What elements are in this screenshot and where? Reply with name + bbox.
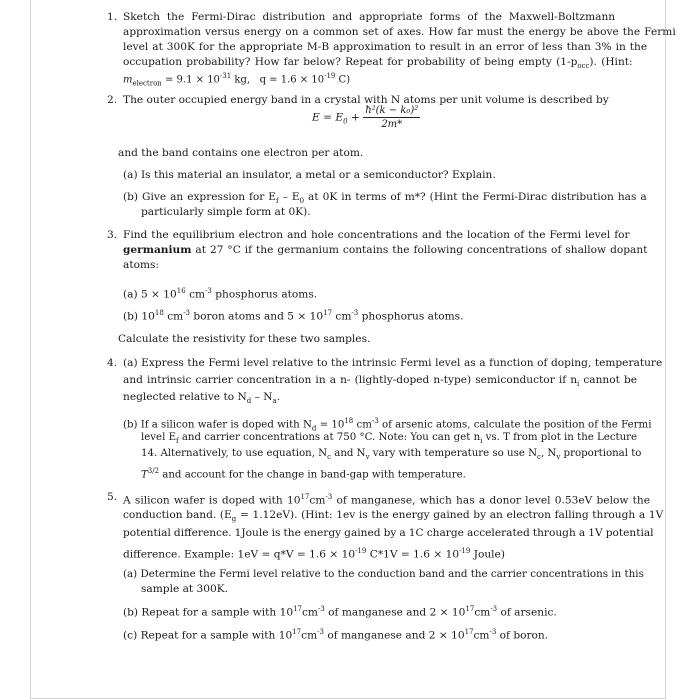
q2-line-1: The outer occupied energy band in a crystal with N atoms per unit volume is described by xyxy=(123,94,609,106)
q5-part-b: (b) Repeat for a sample with $10^{17}cm^{-3}$ of manganese and $2 \times 10^{17}cm^{-3}$ of arsenic. xyxy=(123,605,557,619)
q1-line-1: Sketch the Fermi-Dirac distribution and appropriate forms of the Maxwell-Boltzmann xyxy=(123,11,616,23)
question-number: 4. xyxy=(107,357,118,369)
q5-part-c: (c) Repeat for a sample with $10^{17}cm^{-3}$ of manganese and $2 \times 10^{17}cm^{-3}$ of boron. xyxy=(123,628,549,642)
q2-part-b-line-2: particularly simple form at 0K). xyxy=(141,206,311,218)
q4-part-a-line-3: neglected relative to $N_d - N_a$. xyxy=(123,391,281,406)
q5-line-1: A silicon wafer is doped with $10^{17}cm^{-3}$ of manganese, which has a donor level 0.53eV below the xyxy=(123,493,651,507)
q4-part-a-line-1: (a) Express the Fermi level relative to the intrinsic Fermi level as a function of doping, temperature xyxy=(123,357,663,369)
q5-line-2: conduction band. $(E_g = 1.12eV)$. (Hint: 1ev is the energy gained by an electron falling through a 1V xyxy=(123,509,664,524)
q3-line-3: atoms: xyxy=(123,259,160,271)
q4-part-b-line-4: $T^{3/2}$ and account for the change in band-gap with temperature. xyxy=(141,467,466,481)
q5-part-a-line-1: (a) Determine the Fermi level relative to the conduction band and the carrier concentrations in this xyxy=(123,568,644,580)
q4-part-a-line-2: and intrinsic carrier concentration in a n- (lightly-doped n-type) semiconductor if $n_i$ cannot be xyxy=(123,374,637,389)
q5-line-3: potential difference. 1Joule is the energy gained by a 1C charge accelerated through a 1V potential xyxy=(123,527,654,539)
q1-line-4: occupation probability? How far below? Repeat for probability of being empty $(1-p_{occ})$. (Hint: xyxy=(123,56,633,71)
q1-line-2: approximation versus energy on a common set of axes. How far must the energy be above the Fermi xyxy=(123,26,676,38)
q5-line-4: difference. Example: $1eV = q*V = 1.6 \times 10^{-19}$ $C*1V = 1.6 \times 10^{-19}$ Joule) xyxy=(123,547,505,561)
q4-part-b-line-3: 14. Alternatively, to use equation, $N_c$ and $N_v$ vary with temperature so use $N_c$, $N_v$ proportional to xyxy=(141,448,642,462)
q1-line-3: level at 300K for the appropriate M-B approximation to result in an error of less than 3% in the xyxy=(123,41,648,53)
q3-resistivity: Calculate the resistivity for these two samples. xyxy=(118,333,371,345)
q2-after: and the band contains one electron per atom. xyxy=(118,147,364,159)
q4-part-b-line-1: (b) If a silicon wafer is doped with $N_d = 10^{18}$ $cm^{-3}$ of arsenic atoms, calculate the position of the Fermi xyxy=(123,417,652,433)
q3-line-1: Find the equilibrium electron and hole concentrations and the location of the Fermi level for xyxy=(123,229,630,241)
question-number: 2. xyxy=(107,94,118,106)
q1-line-5: $m_{electron} = 9.1 \times 10^{-31}$ kg, $q = 1.6 \times 10^{-19}$ C) xyxy=(123,72,351,88)
question-number: 5. xyxy=(107,491,118,503)
question-number: 3. xyxy=(107,229,118,241)
q3-part-a: (a) $5 \times 10^{16}$ $cm^{-3}$ phosphorus atoms. xyxy=(123,287,318,301)
band-formula: $E = E_0$ + $\frac{\text{ħ²(k − k₀)²}}{2m*}$ xyxy=(312,105,419,130)
q5-part-a-line-2: sample at 300K. xyxy=(141,583,229,595)
q2-part-a: (a) Is this material an insulator, a metal or a semiconductor? Explain. xyxy=(123,169,496,181)
q4-part-b-line-2: level $E_f$ and carrier concentrations at 750 °C. Note: You can get $n_i$ vs. T from plot in the Lecture xyxy=(141,432,638,446)
q3-part-b: (b) $10^{18}$ $cm^{-3}$ boron atoms and $5 \times 10^{17}$ $cm^{-3}$ phosphorus atoms. xyxy=(123,309,464,323)
q3-line-2: germanium at 27 °C if the germanium contains the following concentrations of shallow dopant xyxy=(123,244,648,256)
q2-part-b-line-1: (b) Give an expression for $E_f - E_0$ at 0K in terms of m*? (Hint the Fermi-Dirac distribution has a xyxy=(123,191,647,206)
question-number: 1. xyxy=(107,11,118,23)
